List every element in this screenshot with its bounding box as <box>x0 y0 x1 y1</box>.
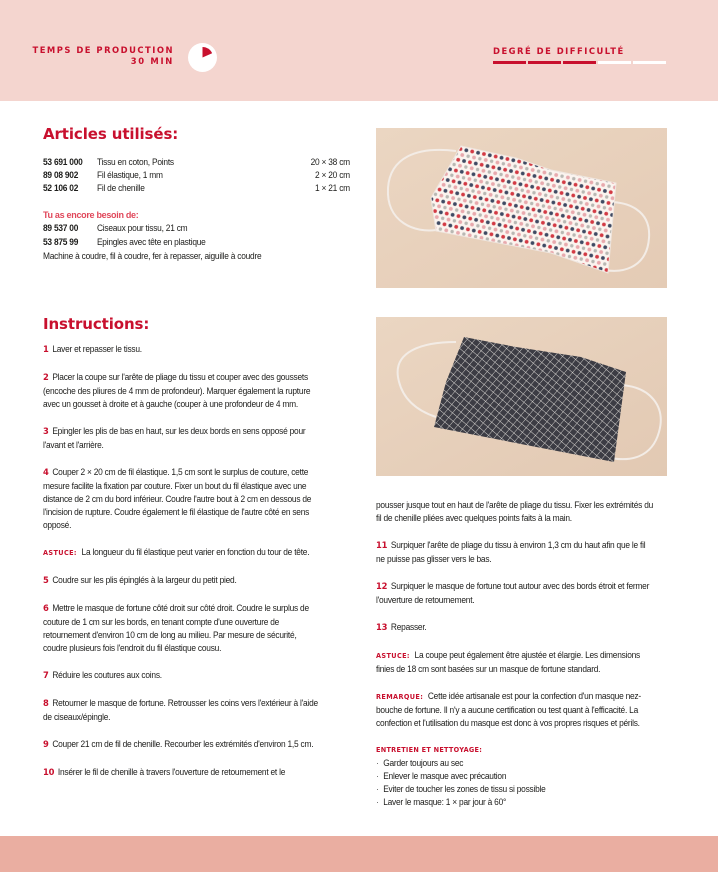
step-text: Surpiquer l'arête de pliage du tissu à environ 1,3 cm du haut afin que le fil ne puisse pas glisser vers le bas. <box>376 540 646 564</box>
need-code: 89 537 00 <box>43 223 79 233</box>
instruction-step <box>43 766 322 780</box>
step-number: 6 <box>43 604 49 614</box>
step-text: Coudre sur les plis épinglés à la largeur du petit pied. <box>52 575 237 585</box>
article-row <box>43 182 350 195</box>
need-title: Tu as encore besoin de: <box>43 210 139 220</box>
need-row <box>43 222 350 236</box>
step-text: Placer la coupe sur l'arête de pliage du tissu et couper avec des goussets (encoche des pliures de 4 mm de profondeur). Marquer également la rupture avec un gousset à droite et à gauche (couper à une profondeur de 4 mm. <box>43 372 311 409</box>
care-section <box>376 744 655 809</box>
need-row <box>43 236 350 250</box>
instruction-step <box>43 697 322 724</box>
instructions-column-left <box>43 343 322 794</box>
step-number: 3 <box>43 427 49 437</box>
article-qty: 20 × 38 cm <box>310 157 350 167</box>
photo-polka-dot-mask <box>376 128 667 288</box>
article-qty: 2 × 20 cm <box>314 170 350 180</box>
step-text: Mettre le masque de fortune côté droit sur côté droit. Coudre le surplus de couture de 1 cm sur les bords, en tenant compte d'une ouverture de retournement d'environ 10 cm de long au milieu. Par mesure de sécurité, coudre plusieurs fois l'endroit du fil élastique cousu. <box>43 603 309 653</box>
instruction-step <box>43 602 322 655</box>
difficulty-meter <box>493 61 666 64</box>
note <box>376 690 655 730</box>
instruction-step <box>43 343 322 357</box>
step-continuation: pousser jusque tout en haut de l'arête de pliage du tissu. Fixer les extrémités du fil de chenille pliées avec quelques points faits à la main. <box>376 500 654 523</box>
instructions-title: Instructions: <box>43 315 150 333</box>
step-number: 8 <box>43 699 49 709</box>
step-text: Retourner le masque de fortune. Retrousser les coins vers l'extérieur à l'aide de ciseaux/épingle. <box>43 698 318 722</box>
step-number: 11 <box>376 541 388 551</box>
production-time <box>32 45 174 67</box>
step-text: Epingler les plis de bas en haut, sur les deux bords en sens opposé pour l'avant et l'arrière. <box>43 426 306 450</box>
article-name: Fil élastique, 1 mm <box>96 170 163 180</box>
tip-text: La longueur du fil élastique peut varier en fonction du tour de tête. <box>81 547 310 557</box>
step-number: 10 <box>43 768 55 778</box>
difficulty-segment <box>598 61 631 64</box>
production-time-label: TEMPS DE PRODUCTION <box>32 45 174 55</box>
step-number: 4 <box>43 468 49 478</box>
need-extra: Machine à coudre, fil à coudre, fer à repasser, aiguille à coudre <box>43 251 262 261</box>
step-text: Couper 2 × 20 cm de fil élastique. 1,5 cm sont le surplus de couture, cette mesure facilite la fixation par couture. Fixer un bout du fil élastique avec une distance de 2 cm du bord inférieur. Coudre l'autre bout à 2 cm en dessous de l'incision de rupture. Coudre également le fil élastique de l'autre côté en sens opposé. <box>43 467 312 530</box>
difficulty-segment <box>528 61 561 64</box>
article-row <box>43 169 350 182</box>
step-text: Laver et repasser le tissu. <box>52 344 142 354</box>
instruction-step <box>43 574 322 588</box>
step-number: 13 <box>376 623 388 633</box>
instruction-step <box>43 425 322 452</box>
instruction-step <box>43 466 322 532</box>
need-code: 53 875 99 <box>43 237 79 247</box>
step-number: 9 <box>43 740 49 750</box>
instruction-step <box>376 539 655 566</box>
article-qty: 1 × 21 cm <box>314 183 350 193</box>
tip-label: ASTUCE: <box>376 652 410 660</box>
note-text: Cette idée artisanale est pour la confection d'un masque nez-bouche de fortune. Il n'y a aucune certification ou test quant à l'efficacité. La confection et l'utilisation du masque est donc à vos propres risques et périls. <box>376 691 641 728</box>
article-name: Fil de chenille <box>96 183 145 193</box>
tip <box>43 546 322 560</box>
instruction-step <box>43 371 322 411</box>
article-row <box>43 156 350 169</box>
care-item: · Garder toujours au sec <box>376 757 655 770</box>
care-item: · Enlever le masque avec précaution <box>376 770 655 783</box>
instruction-step <box>43 669 322 683</box>
instruction-step <box>376 580 655 607</box>
step-text: Réduire les coutures aux coins. <box>52 670 162 680</box>
care-title: ENTRETIEN ET NETTOYAGE: <box>376 746 483 754</box>
difficulty-label: DEGRÉ DE DIFFICULTÉ <box>493 46 625 56</box>
step-text: Surpiquer le masque de fortune tout autour avec des bords étroit et fermer l'ouverture de retournement. <box>376 581 650 605</box>
need-name: Epingles avec tête en plastique <box>96 237 206 247</box>
step-number: 7 <box>43 671 49 681</box>
care-item: · Eviter de toucher les zones de tissu si possible <box>376 783 655 796</box>
note-label: REMARQUE: <box>376 693 424 701</box>
article-code: 53 691 000 <box>43 157 83 167</box>
step-number: 12 <box>376 582 388 592</box>
step-text: Insérer le fil de chenille à travers l'ouverture de retournement et le <box>57 767 286 777</box>
articles-list <box>43 156 350 195</box>
article-code: 89 08 902 <box>43 170 79 180</box>
article-name: Tissu en coton, Points <box>96 157 174 167</box>
step-number: 1 <box>43 345 49 355</box>
article-code: 52 106 02 <box>43 183 79 193</box>
step-text: Couper 21 cm de fil de chenille. Recourber les extrémités d'environ 1,5 cm. <box>52 739 314 749</box>
tip <box>376 649 655 676</box>
footer-band <box>0 836 718 872</box>
tip-text: La coupe peut également être ajustée et élargie. Les dimensions finies de 18 cm sont basées sur un masque de fortune standard. <box>376 650 640 674</box>
step-text: Repasser. <box>390 622 427 632</box>
need-list <box>43 222 350 263</box>
production-time-value: 30 MIN <box>130 56 174 66</box>
articles-title: Articles utilisés: <box>43 125 179 143</box>
instructions-column-right <box>376 499 655 809</box>
instruction-step <box>376 621 655 635</box>
instruction-step <box>43 738 322 752</box>
need-name: Ciseaux pour tissu, 21 cm <box>96 223 188 233</box>
care-item: · Laver le masque: 1 × par jour à 60° <box>376 796 655 809</box>
step-number: 5 <box>43 576 49 586</box>
difficulty-segment <box>633 61 666 64</box>
clock-icon <box>188 43 217 72</box>
difficulty-segment <box>493 61 526 64</box>
step-number: 2 <box>43 373 49 383</box>
photo-checkered-mask <box>376 317 667 476</box>
tip-label: ASTUCE: <box>43 549 77 557</box>
difficulty-segment <box>563 61 596 64</box>
